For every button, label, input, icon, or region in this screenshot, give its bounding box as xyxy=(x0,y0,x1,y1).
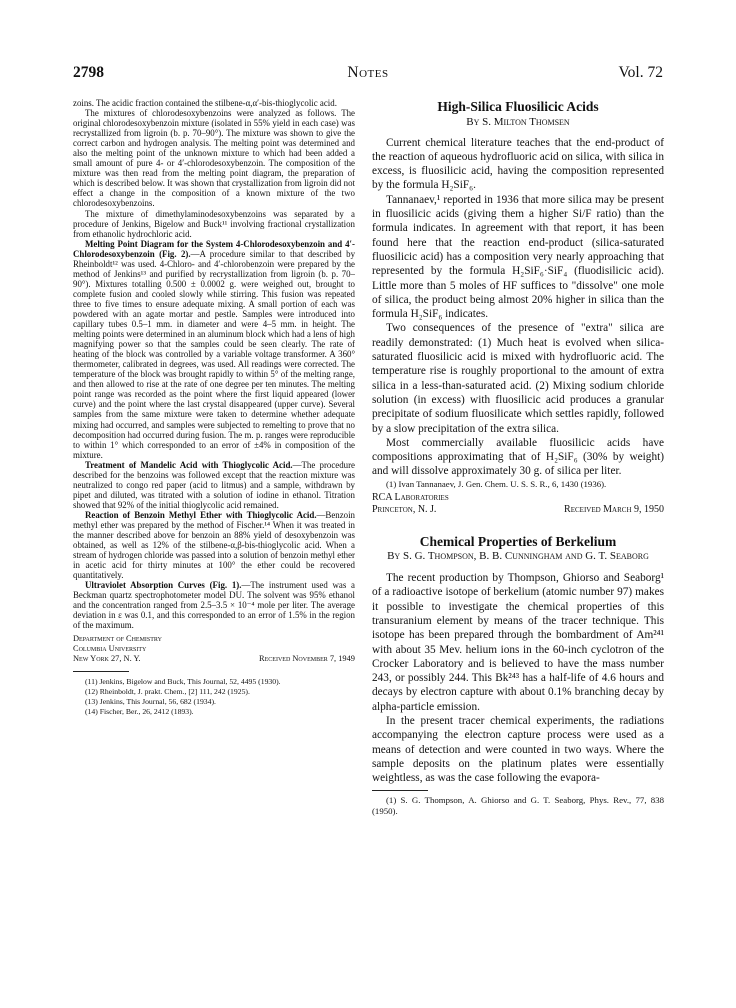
affiliation xyxy=(372,492,664,517)
paragraph: In the present tracer chemical experiments, the radiations accompanying the electron capture process were used as a means of detection and were counted in two ways. Where the sample deposits on the platinum plates were essentially weightless, as was the case following the evapora- xyxy=(372,714,664,785)
section-title: Notes xyxy=(347,64,389,81)
affiliation-line: RCA Laboratories xyxy=(372,491,449,503)
affiliation-line-with-date xyxy=(73,654,355,664)
section-heading: Ultraviolet Absorption Curves (Fig. 1). xyxy=(85,580,242,591)
left-column xyxy=(73,98,355,717)
section-heading: Reaction of Benzoin Methyl Ether with Thioglycolic Acid. xyxy=(85,509,317,520)
page-header xyxy=(73,64,663,84)
footnote: (1) S. G. Thompson, A. Ghiorso and G. T. Seaborg, Phys. Rev., 77, 838 (1950). xyxy=(372,795,664,817)
section-text: —A procedure similar to that described by Rheinboldt¹² was used. 4-Chloro- and 4′-chlorobenzoin were prepared by the method of Jenkins¹³ and purified by recrystallization from ligroin (b. p. 70–90°). Mixtures totalling 0.500 ± 0.0002 g. were weighed out, brought to complete fusion and cooled slowly while stirring. This fusion was repeated three to five times to ensure adequate mixing. A small portion of each was powdered with an agate mortar and pestle. Samples were introduced into capillary tubes 0.5–1 mm. in diameter and were 4–5 mm. in height. The melting points were determined in an aluminum block which had a lens of high magnifying power so that the samples could be seen clearly. The rate of heating of the block was controlled by a variable voltage transformer. A 360° thermometer, calibrated in degrees, was used. All readings were corrected. The temperature of the block was brought rapidly to within 5° of the melting range, and then allowed to rise at the rate of one degree per ten minutes. The melting point range was recorded as the point where the first liquid appeared (lower curve) and the point where the last crystal disappeared (upper curve). Several samples from the same mixture were taken to determine whether adequate mixing had occurred, and samples were subjected to remelting to prove that no decomposition had occurred during fusion. The m. p. ranges were reproducible to within 1° which corresponded to an error of ±4% in composition of the mixture. xyxy=(73,248,356,460)
affiliation-line: Columbia University xyxy=(73,644,147,654)
paragraph: The mixtures of chlorodesoxybenzoins were analyzed as follows. The original chlorodesoxybenzoin mixture (isolated in 55% yield in each case) was recrystallized from ligroin (b. p. 70–90°). The mixture was shown to give the correct carbon and hydrogen analysis. The melting point was determined and also the melting point of the unknown mixture to which had been added a small amount of pure 4- or 4′-chlorodesoxybenzoin. The composition of the mixture was then read from the melting point diagram, the preparation of which is described below. It was shown that crystallization from ligroin did not effect a change in the composition of a known mixture of the two chlorodesoxybenzoins. xyxy=(73,108,355,209)
page-number: 2798 xyxy=(73,64,104,81)
volume-label: Vol. 72 xyxy=(618,64,663,81)
affiliation-line: Princeton, N. J. xyxy=(372,504,437,516)
paragraph: Tannanaev,¹ reported in 1936 that more silica may be present in fluosilicic acids (giving them a higher Si/F ratio) than the formula indicates. In agreement with that report, it has been found here that the reaction end-product (silica-saturated fluosilicic acid) has a composition very nearly approaching that represented by the formula H₂SiF₆·SiF₄ (fluodisilicic acid). Little more than 5 moles of HF suffices to "dissolve" one mole of silica, the product being almost 20% higher in silica than the formula H₂SiF₆ indicates. xyxy=(372,193,664,321)
affiliation-line: Department of Chemistry xyxy=(73,634,162,644)
received-date: Received March 9, 1950 xyxy=(564,504,664,516)
melting-section xyxy=(73,239,355,460)
footnote: (13) Jenkins, This Journal, 56, 682 (1934). xyxy=(85,697,216,707)
footnote: (1) Ivan Tannanaev, J. Gen. Chem. U. S. S. R., 6, 1430 (1936). xyxy=(386,478,607,489)
paragraph: Current chemical literature teaches that the end-product of the reaction of aqueous hydrofluoric acid on silica, with silica in excess, is fluosilicic acid, having the composition represented by the formula H₂SiF₆. xyxy=(372,136,664,192)
section-text: —The instrument used was a Beckman quartz spectrophotometer model DU. The solvent was 95% ethanol and the concentration ranged from 2.5–3.5 × 10⁻⁴ mole per liter. The average deviation in ε was 0.1, and this corresponded to an error of 1.5% in the region of the maximum. xyxy=(73,580,355,631)
footnote: (12) Rheinboldt, J. prakt. Chem., [2] 111, 242 (1925). xyxy=(85,687,250,697)
footnote-divider xyxy=(372,790,428,791)
received-date: Received November 7, 1949 xyxy=(259,654,355,664)
affiliation xyxy=(73,634,355,664)
footnote-divider xyxy=(73,671,129,672)
article-title: Chemical Properties of Berkelium xyxy=(419,533,617,549)
section-heading: Melting Point Diagram for the System 4-Chlorodesoxybenzoin and 4′-Chlorodesoxybenzoin (Fig. 2). xyxy=(73,238,355,259)
uv-section xyxy=(73,580,355,630)
paragraph: Two consequences of the presence of "extra" silica are readily demonstrated: (1) Much heat is evolved when silica-saturated fluosilicic acid is mixed with hydrofluoric acid. The temperature rise is roughly proportional to the amount of extra silica in a less-than-saturated acid. (2) Mixing sodium chloride solution (in excess) with fluosilicic acid produces a granular precipitate of sodium fluosilicate which settles rapidly, followed by a slow precipitation of the extra silica. xyxy=(372,322,664,435)
paragraph: The recent production by Thompson, Ghiorso and Seaborg¹ of a radioactive isotope of berkelium (atomic number 97) makes it possible to investigate the chemical properties of this transuranium element by means of the tracer technique. This isotope has been prepared through the bombardment of Am²⁴¹ with about 35 Mev. helium ions in the 60-inch cyclotron of the Crocker Laboratory and is believed to have the mass number 243, or possibly 244. This Bk²⁴³ has a half-life of 4.6 hours and decays by electron capture with about 0.1% branching decay by alpha-particle emission. xyxy=(372,572,664,713)
footnote: (11) Jenkins, Bigelow and Buck, This Journal, 52, 4495 (1930). xyxy=(85,677,281,687)
paragraph: Most commercially available fluosilicic acids have compositions approximating that of H₂SiF₆ (30% by weight) and will dissolve approximately 30 g. of silica per liter. xyxy=(372,436,664,478)
section-text: —Benzoin methyl ether was prepared by the method of Fischer.¹⁴ When it was treated in the manner described above for benzoin an 88% yield of desoxybenzoin was obtained, as well as 12% of the stilbene-α,β-bis-thioglycolic acid. When a stream of hydrogen chloride was passed into a solution of benzoin methyl ether in acetic acid for thirty minutes at 100° the ether could be recovered quantitatively. xyxy=(73,509,355,581)
affiliation-line-with-date xyxy=(372,504,664,517)
benzoin-section xyxy=(73,510,355,580)
section-text: —The procedure described for the benzoins was followed except that the reaction mixture was neutralized to congo red paper (acid to litmus) and a sample, withdrawn by pipet and diluted, was titrated with a solution of iodine in ethanol. Titration showed that 92% of the initial thioglycolic acid remained. xyxy=(73,459,355,510)
byline: By S. Milton Thomsen xyxy=(466,116,570,129)
paragraph: zoins. The acidic fraction contained the stilbene-α,α′-bis-thioglycolic acid. xyxy=(73,98,337,108)
paragraph: The mixture of dimethylaminodesoxybenzoins was separated by a procedure of Jenkins, Bigelow and Buck¹¹ involving fractional crystallization from ethanolic hydrochloric acid. xyxy=(73,208,355,239)
section-heading: Treatment of Mandelic Acid with Thioglycolic Acid. xyxy=(85,459,293,470)
article-title: High-Silica Fluosilicic Acids xyxy=(437,99,599,114)
affiliation-line: New York 27, N. Y. xyxy=(73,654,141,664)
footnote: (14) Fischer, Ber., 26, 2412 (1893). xyxy=(85,707,194,717)
byline: By S. G. Thompson, B. B. Cunningham and G. T. Seaborg xyxy=(387,550,649,563)
right-column xyxy=(372,98,664,817)
mandelic-section xyxy=(73,460,355,510)
